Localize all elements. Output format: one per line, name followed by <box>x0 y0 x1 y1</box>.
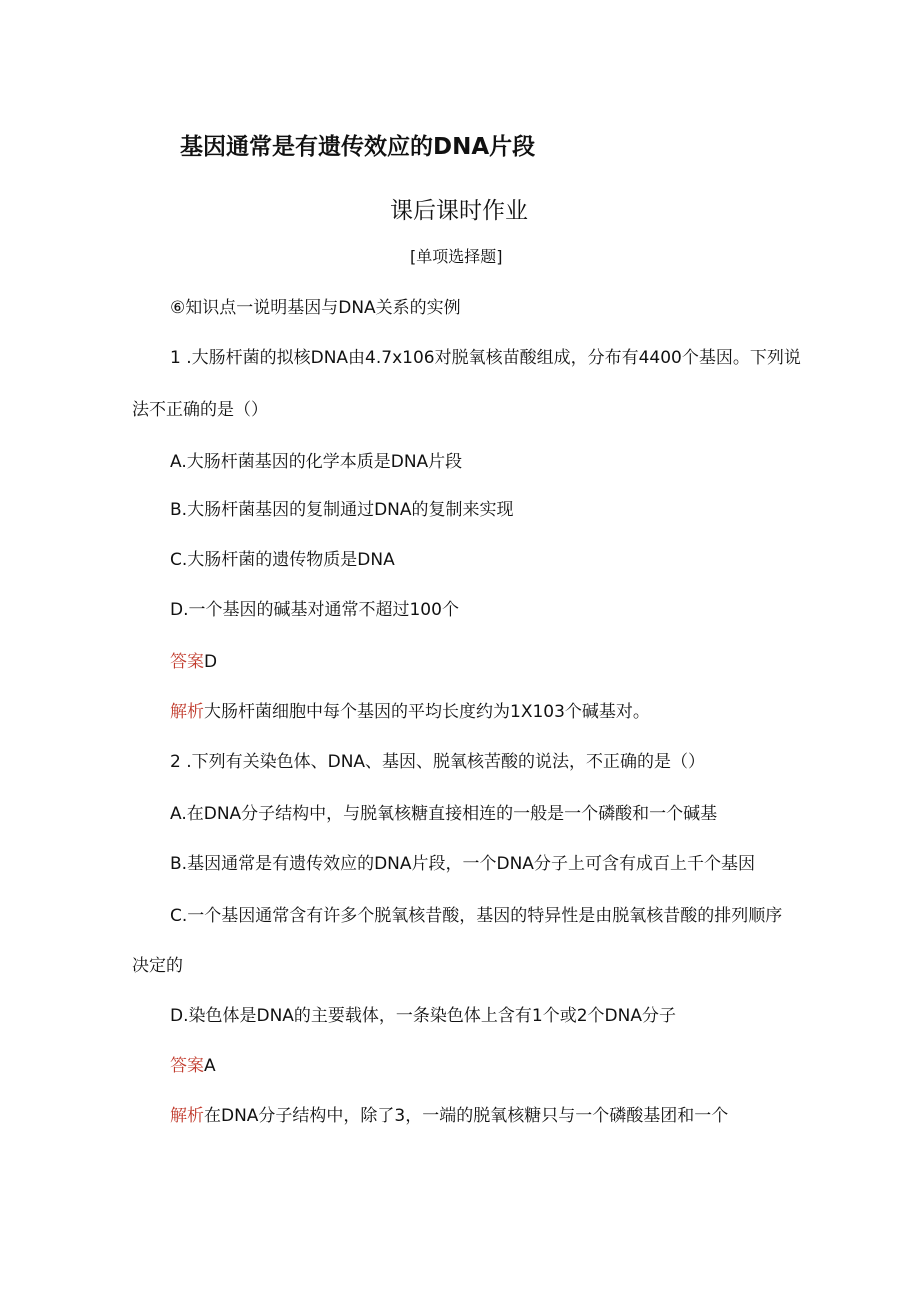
q1-stem-line1: 1 .大肠杆菌的拟核DNA由4.7x106对脱氧核苗酸组成，分布有4400个基因。下列说 <box>170 348 801 368</box>
q2-option-d: D.染色体是DNA的主要载体，一条染色体上含有1个或2个DNA分子 <box>170 1006 676 1026</box>
analysis-label: 解析 <box>170 702 204 722</box>
analysis-text: 大肠杆菌细胞中每个基因的平均长度约为1X103个碱基对。 <box>204 702 650 722</box>
q1-option-a: A.大肠杆菌基因的化学本质是DNA片段 <box>170 452 463 472</box>
q1-answer <box>170 650 217 674</box>
knowledge-point: ⑥知识点一说明基因与DNA关系的实例 <box>170 298 461 318</box>
q1-stem-line2: 法不正确的是（） <box>132 400 268 420</box>
q1-option-d: D.一个基因的碱基对通常不超过100个 <box>170 600 459 620</box>
q1-option-b: B.大肠杆菌基因的复制通过DNA的复制来实现 <box>170 500 514 520</box>
q2-analysis <box>170 1104 728 1128</box>
section-heading: [单项选择题] <box>410 247 503 266</box>
analysis-text: 在DNA分子结构中，除了3，一端的脱氧核糖只与一个磷酸基团和一个 <box>204 1106 729 1126</box>
q2-option-c-cont: 决定的 <box>132 956 183 976</box>
q1-analysis <box>170 700 650 724</box>
answer-value: A <box>204 1056 216 1076</box>
page-title: 基因通常是有遗传效应的DNA片段 <box>180 134 536 160</box>
q2-option-b: B.基因通常是有遗传效应的DNA片段，一个DNA分子上可含有成百上千个基因 <box>170 854 755 874</box>
q2-answer <box>170 1054 216 1078</box>
analysis-label: 解析 <box>170 1106 204 1126</box>
q1-option-c: C.大肠杆菌的遗传物质是DNA <box>170 550 395 570</box>
q2-stem-line1: 2 .下列有关染色体、DNA、基因、脱氧核苦酸的说法，不正确的是（） <box>170 752 706 772</box>
q2-option-a: A.在DNA分子结构中，与脱氧核糖直接相连的一般是一个磷酸和一个碱基 <box>170 804 718 824</box>
page-subtitle: 课后课时作业 <box>390 198 528 224</box>
answer-label: 答案 <box>170 652 204 672</box>
answer-value: D <box>204 652 218 672</box>
q2-option-c: C.一个基因通常含有许多个脱氧核昔酸，基因的特异性是由脱氧核昔酸的排列顺序 <box>170 906 783 926</box>
answer-label: 答案 <box>170 1056 204 1076</box>
